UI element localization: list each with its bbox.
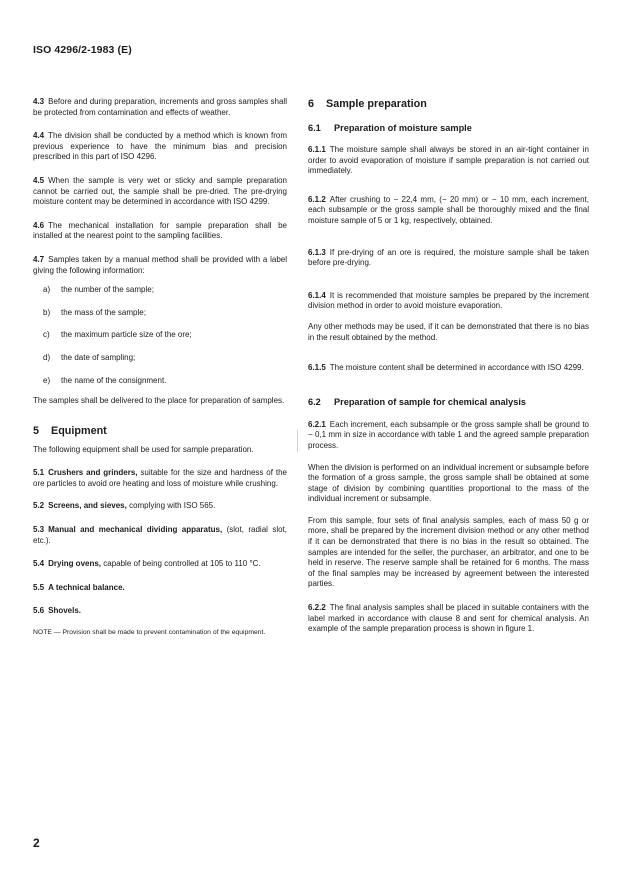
clause-4-6: 4.6 The mechanical installation for sample preparation shall be installed at the nearest point to the sampling facilities. [33, 220, 287, 241]
clause-6-2-1: 6.2.1 Each increment, each subsample or the gross sample shall be ground to − 0,1 mm in size in accordance with table 1 and the agreed sample preparation process. [308, 419, 589, 450]
right-column [308, 97, 589, 635]
clause-5-2: 5.2 Screens, and sieves, complying with ISO 565. [33, 501, 216, 511]
list-item: a) the number of the sample; [43, 285, 154, 295]
list-item: c) the maximum particle size of the ore; [43, 330, 192, 340]
list-item: d) the date of sampling; [43, 352, 136, 362]
subsection-6-2-heading: 6.2 Preparation of sample for chemical analysis [308, 396, 526, 407]
section-5-heading: 5 Equipment [33, 424, 107, 437]
clause-5-1: 5.1 Crushers and grinders, suitable for the size and hardness of the ore particles to avoid ore heating and loss of moisture while crushing. [33, 468, 287, 488]
clause-6-1-4: 6.1.4 It is recommended that moisture samples be prepared by the increment division method in order to avoid moisture evaporation. [308, 290, 589, 311]
clause-6-1-4-other-methods: Any other methods may be used, if it can be demonstrated that there is no bias in the result obtained by the method. [308, 321, 589, 342]
information-list [33, 285, 287, 386]
clause-5-3: 5.3 Manual and mechanical dividing apparatus, (slot, radial slot, etc.). [33, 525, 287, 545]
clause-6-2-1-final-samples: From this sample, four sets of final analysis samples, each of mass 50 g or more, shall be prepared by the increment division method or any other method if it can be demonstrated that there is no bias in the result so obtained. The samples are intended for the seller, the purchaser, an arbitrator, and one to be held in reserve. The reserve sample shall be retained for 6 months. The mass of the final samples may be increased by agreement between the interested parties. [308, 515, 589, 589]
clause-6-2-2: 6.2.2 The final analysis samples shall be placed in suitable containers with the label marked in accordance with clause 8 and sent for chemical analysis. An example of the sample preparation process is shown in figure 1. [308, 603, 589, 634]
section-6-heading: 6 Sample preparation [308, 98, 427, 110]
clause-4-4: 4.4 The division shall be conducted by a method which is known from previous experience to have the minimum bias and precision prescribed in this part of ISO 4296. [33, 131, 287, 162]
standard-id: ISO 4296/2-1983 (E) [33, 44, 132, 56]
clause-6-1-5: 6.1.5 The moisture content shall be determined in accordance with ISO 4299. [308, 363, 584, 373]
clause-4-3: 4.3 Before and during preparation, increments and gross samples shall be protected from contamination and effects of weather. [33, 97, 287, 117]
clause-4-7: 4.7 Samples taken by a manual method shall be provided with a label giving the following information: [33, 254, 287, 275]
clause-4-5: 4.5 When the sample is very wet or sticky and sample preparation cannot be carried out, the sample shall be pre-dried. The pre-drying moisture content may be determined in accordance with ISO 4299. [33, 175, 287, 207]
clause-5-5: 5.5 A technical balance. [33, 582, 125, 592]
subsection-6-1-heading: 6.1 Preparation of moisture sample [308, 123, 472, 133]
column-divider [297, 430, 298, 452]
list-item: e) the name of the consignment. [43, 375, 167, 385]
clause-5-6: 5.6 Shovels. [33, 606, 82, 616]
samples-delivery-text: The samples shall be delivered to the place for preparation of samples. [33, 396, 285, 406]
clause-5-4: 5.4 Drying ovens, capable of being controlled at 105 to 110 °C. [33, 559, 261, 569]
equipment-intro: The following equipment shall be used for sample preparation. [33, 444, 254, 454]
clause-6-1-3: 6.1.3 If pre-drying of an ore is required, the moisture sample shall be taken before pre-drying. [308, 247, 589, 268]
page-number: 2 [33, 836, 40, 850]
equipment-note: NOTE — Provision shall be made to prevent contamination of the equipment. [33, 629, 266, 637]
clause-6-1-1: 6.1.1 The moisture sample shall always be stored in an air-tight container in order to avoid evaporation of moisture if sample preparation is not carried out immediately. [308, 145, 589, 176]
clause-6-2-1-division: When the division is performed on an individual increment or subsample before the formation of a gross sample, the gross sample shall be obtained at some stage of division by combining quantities proportional to the mass of the individual increment or subsample. [308, 462, 589, 504]
list-item: b) the mass of the sample; [43, 307, 146, 317]
left-column [33, 97, 287, 638]
clause-6-1-2: 6.1.2 After crushing to − 22,4 mm, (− 20 mm) or − 10 mm, each increment, each subsample or the gross sample shall be thoroughly mixed and the final moisture sample of 5 or 1 kg, respectively, obtained. [308, 194, 589, 225]
